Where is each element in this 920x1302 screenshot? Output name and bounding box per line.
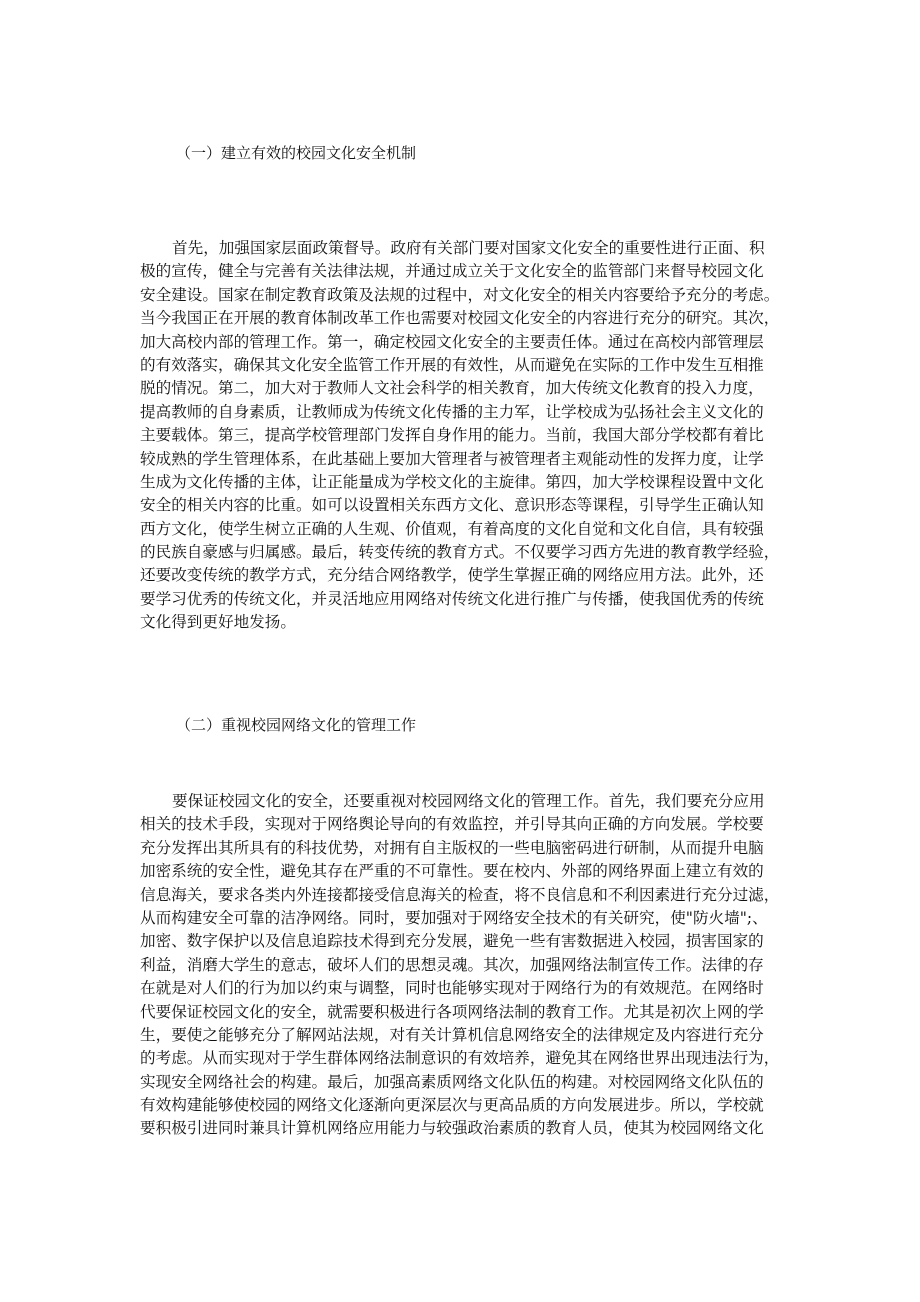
paragraph-line: 生，要使之能够充分了解网站法规，对有关计算机信息网络安全的法律规定及内容进行充分 — [140, 1025, 764, 1044]
paragraph-line: 还要改变传统的教学方式，充分结合网络教学，使学生掌握正确的网络应用方法。此外，还 — [140, 566, 764, 585]
section-2-heading: （二）重视校园网络文化的管理工作 — [176, 716, 417, 734]
paragraph-line: 极的宣传，健全与完善有关法律法规，并通过成立关于文化安全的监管部门来督导校园文化 — [140, 262, 764, 281]
paragraph-line: 加密系统的安全性，避免其存在严重的不可靠性。要在校内、外部的网络界面上建立有效的 — [140, 862, 764, 881]
paragraph-line: 较成熟的学生管理体系，在此基础上要加大管理者与被管理者主观能动性的发挥力度，让学 — [140, 449, 764, 468]
paragraph-line: 充分发挥出其所具有的科技优势，对拥有自主版权的一些电脑密码进行研制，从而提升电脑 — [140, 838, 764, 857]
paragraph-line: 信息海关，要求各类内外连接都接受信息海关的检查，将不良信息和不利因素进行充分过滤， — [140, 885, 780, 904]
paragraph-line: 安全的相关内容的比重。如可以设置相关东西方文化、意识形态等课程，引导学生正确认知 — [140, 496, 764, 515]
paragraph-line: 要保证校园文化的安全，还要重视对校园网络文化的管理工作。首先，我们要充分应用 — [172, 792, 765, 810]
paragraph-line: 当今我国正在开展的教育体制改革工作也需要对校园文化安全的内容进行充分的研究。其次， — [140, 309, 780, 328]
paragraph-line: 的有效落实，确保其文化安全监管工作开展的有效性，从而避免在实际的工作中发生互相推 — [140, 355, 764, 374]
paragraph-line: 生成为文化传播的主体，让正能量成为学校文化的主旋律。第四，加大学校课程设置中文化 — [140, 472, 764, 491]
paragraph-line: 要学习优秀的传统文化，并灵活地应用网络对传统文化进行推广与传播，使我国优秀的传统 — [140, 589, 764, 608]
paragraph-line: 相关的技术手段，实现对于网络舆论导向的有效监控，并引导其向正确的方向发展。学校要 — [140, 815, 764, 834]
paragraph-line: 实现安全网络社会的构建。最后，加强高素质网络文化队伍的构建。对校园网络文化队伍的 — [140, 1072, 764, 1091]
paragraph-line: 加密、数字保护以及信息追踪技术得到充分发展，避免一些有害数据进入校园，损害国家的 — [140, 932, 764, 951]
paragraph-line: 西方文化，使学生树立正确的人生观、价值观，有着高度的文化自觉和文化自信，具有较强 — [140, 519, 764, 538]
paragraph-line: 要积极引进同时兼具计算机网络应用能力与较强政治素质的教育人员，使其为校园网络文化 — [140, 1119, 764, 1138]
paragraph-line: 文化得到更好地发扬。 — [140, 613, 296, 632]
paragraph-line: 的民族自豪感与归属感。最后，转变传统的教育方式。不仅要学习西方先进的教育教学经验， — [140, 543, 780, 562]
section-1-heading: （一）建立有效的校园文化安全机制 — [176, 144, 417, 162]
paragraph-line: 利益，消磨大学生的意志，破坏人们的思想灵魂。其次，加强网络法制宣传工作。法律的存 — [140, 955, 764, 974]
paragraph-line: 从而构建安全可靠的洁净网络。同时，要加强对于网络安全技术的有关研究，使"防火墙";、 — [140, 908, 768, 927]
paragraph-line: 安全建设。国家在制定教育政策及法规的过程中，对文化安全的相关内容要给予充分的考虑。 — [140, 285, 780, 304]
paragraph-line: 代要保证校园文化的安全，就需要积极进行各项网络法制的教育工作。尤其是初次上网的学 — [140, 1002, 764, 1021]
paragraph-line: 有效构建能够使校园的网络文化逐渐向更深层次与更高品质的方向发展进步。所以，学校就 — [140, 1096, 764, 1115]
paragraph-line: 在就是对人们的行为加以约束与调整，同时也能够实现对于网络行为的有效规范。在网络时 — [140, 979, 764, 998]
section-1-paragraph — [140, 237, 780, 635]
paragraph-line: 加大高校内部的管理工作。第一，确定校园文化安全的主要责任体。通过在高校内部管理层 — [140, 332, 764, 351]
paragraph-line: 脱的情况。第二，加大对于教师人文社会科学的相关教育，加大传统文化教育的投入力度， — [140, 379, 764, 398]
paragraph-line: 主要载体。第三，提高学校管理部门发挥自身作用的能力。当前，我国大部分学校都有着比 — [140, 426, 764, 445]
paragraph-line: 首先，加强国家层面政策督导。政府有关部门要对国家文化安全的重要性进行正面、积 — [172, 239, 765, 257]
paragraph-line: 的考虑。从而实现对于学生群体网络法制意识的有效培养，避免其在网络世界出现违法行为， — [140, 1049, 780, 1068]
section-2-paragraph — [140, 790, 780, 1141]
paragraph-line: 提高教师的自身素质，让教师成为传统文化传播的主力军，让学校成为弘扬社会主义文化的 — [140, 402, 764, 421]
